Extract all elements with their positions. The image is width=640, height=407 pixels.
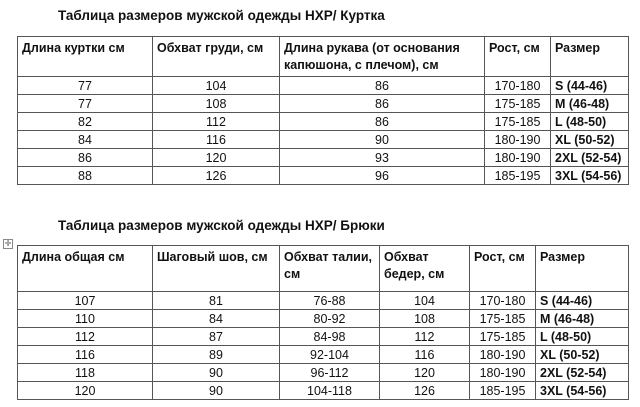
pants-table-title: Таблица размеров мужской одежды НХР/ Брюки (58, 218, 385, 233)
size-cell: XL (50-52) (536, 346, 629, 364)
header-cell: Шаговый шов, см (153, 246, 280, 292)
header-cell: Обхват талии, см (280, 246, 380, 292)
table-row (18, 382, 629, 400)
table-cell: 185-195 (470, 382, 536, 400)
table-cell: 180-190 (485, 149, 551, 167)
table-row (18, 149, 629, 167)
size-cell: 2XL (52-54) (536, 364, 629, 382)
table-cell: 84-98 (280, 328, 380, 346)
table-cell: 87 (153, 328, 280, 346)
table-cell: 90 (153, 364, 280, 382)
move-arrows-icon[interactable]: ✛ (4, 239, 12, 248)
size-cell: L (48-50) (551, 113, 629, 131)
table-cell: 84 (18, 131, 153, 149)
table-cell: 88 (18, 167, 153, 185)
header-cell: Размер (536, 246, 629, 292)
table-cell: 112 (380, 328, 470, 346)
table-cell: 86 (280, 113, 485, 131)
table-cell: 120 (18, 382, 153, 400)
table-cell: 104 (380, 292, 470, 310)
table-row (18, 310, 629, 328)
header-cell: Рост, см (470, 246, 536, 292)
table-cell: 77 (18, 95, 153, 113)
jacket-table-title: Таблица размеров мужской одежды НХР/ Куртка (58, 8, 385, 23)
size-cell: XL (50-52) (551, 131, 629, 149)
table-cell: 81 (153, 292, 280, 310)
table-cell: 96 (280, 167, 485, 185)
table-cell: 175-185 (470, 328, 536, 346)
table-cell: 93 (280, 149, 485, 167)
size-cell: 3XL (54-56) (536, 382, 629, 400)
table-cell: 104-118 (280, 382, 380, 400)
table-cell: 116 (153, 131, 280, 149)
size-cell: L (48-50) (536, 328, 629, 346)
table-cell: 180-190 (470, 346, 536, 364)
table-cell: 185-195 (485, 167, 551, 185)
table-row (18, 167, 629, 185)
table-row (18, 328, 629, 346)
size-cell: 3XL (54-56) (551, 167, 629, 185)
table-cell: 96-112 (280, 364, 380, 382)
table-cell: 77 (18, 77, 153, 95)
pants-size-table (17, 245, 629, 400)
table-row (18, 113, 629, 131)
header-cell: Обхват бедер, см (380, 246, 470, 292)
table-cell: 86 (280, 77, 485, 95)
size-cell: S (44-46) (551, 77, 629, 95)
table-cell: 89 (153, 346, 280, 364)
table-cell: 110 (18, 310, 153, 328)
table-cell: 104 (153, 77, 280, 95)
table-cell: 112 (153, 113, 280, 131)
table-cell: 126 (153, 167, 280, 185)
jacket-size-table (17, 36, 629, 185)
table-row (18, 95, 629, 113)
table-cell: 170-180 (470, 292, 536, 310)
table-cell: 107 (18, 292, 153, 310)
header-cell: Длина общая см (18, 246, 153, 292)
table-row (18, 292, 629, 310)
table-cell: 180-190 (485, 131, 551, 149)
table-cell: 116 (380, 346, 470, 364)
table-cell: 84 (153, 310, 280, 328)
size-cell: S (44-46) (536, 292, 629, 310)
table-cell: 86 (280, 95, 485, 113)
table-cell: 170-180 (485, 77, 551, 95)
table-cell: 175-185 (470, 310, 536, 328)
table-cell: 120 (380, 364, 470, 382)
table-header-row (18, 37, 629, 77)
table-cell: 175-185 (485, 95, 551, 113)
table-row (18, 77, 629, 95)
table-cell: 118 (18, 364, 153, 382)
table-cell: 126 (380, 382, 470, 400)
size-cell: 2XL (52-54) (551, 149, 629, 167)
table-row (18, 131, 629, 149)
size-cell: M (46-48) (551, 95, 629, 113)
table-cell: 80-92 (280, 310, 380, 328)
table-cell: 108 (380, 310, 470, 328)
table-cell: 112 (18, 328, 153, 346)
table-cell: 180-190 (470, 364, 536, 382)
header-cell: Размер (551, 37, 629, 77)
table-row (18, 346, 629, 364)
table-header-row (18, 246, 629, 292)
table-cell: 90 (280, 131, 485, 149)
table-cell: 92-104 (280, 346, 380, 364)
size-cell: M (46-48) (536, 310, 629, 328)
table-row (18, 364, 629, 382)
table-cell: 90 (153, 382, 280, 400)
table-cell: 76-88 (280, 292, 380, 310)
table-cell: 175-185 (485, 113, 551, 131)
header-cell: Обхват груди, см (153, 37, 280, 77)
header-cell: Рост, см (485, 37, 551, 77)
table-cell: 120 (153, 149, 280, 167)
table-cell: 108 (153, 95, 280, 113)
header-cell: Длина рукава (от основания капюшона, с плечом), см (280, 37, 485, 77)
table-cell: 86 (18, 149, 153, 167)
header-cell: Длина куртки см (18, 37, 153, 77)
table-cell: 116 (18, 346, 153, 364)
table-cell: 82 (18, 113, 153, 131)
